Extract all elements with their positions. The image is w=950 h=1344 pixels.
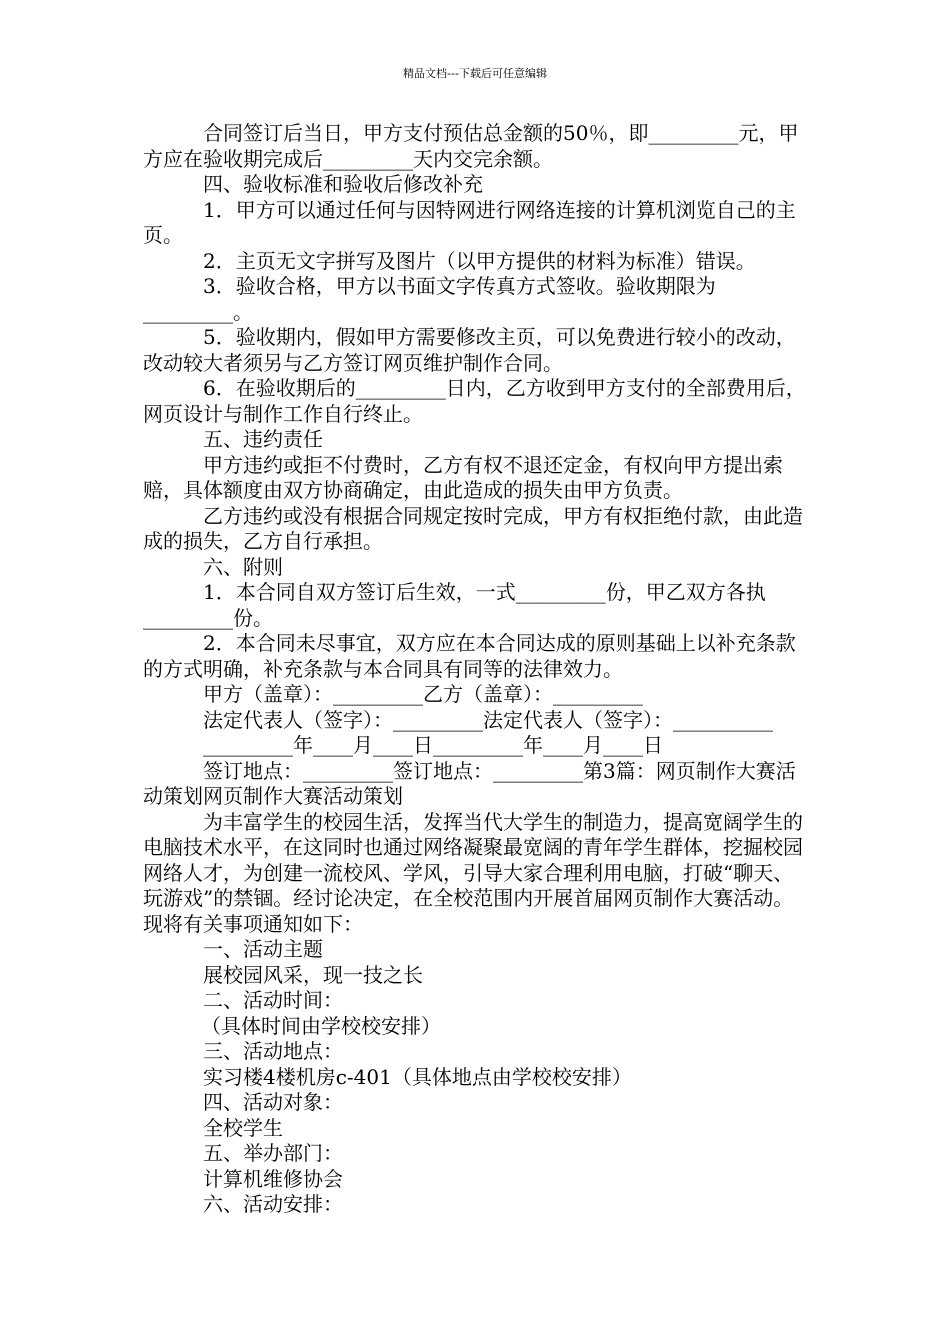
paragraph: 为丰富学生的校园生活，发挥当代大学生的制造力，提高宽阔学生的电脑技术水平，在这同时也通过网络凝聚最宽阔的青年学生群体，挖掘校园网络人才，为创建一流校风、学风，引导大家合理利用电脑，打破“聊天、玩游戏”的禁锢。经讨论决定，在全校范围内开展首届网页制作大赛活动。现将有关事项通知如下： xyxy=(143,809,803,936)
paragraph: 2．本合同未尽事宜，双方应在本合同达成的原则基础上以补充条款的方式明确，补充条款与本合同具有同等的法律效力。 xyxy=(143,631,796,681)
section-heading: 六、附则 xyxy=(203,554,283,579)
section-heading: 五、举办部门： xyxy=(203,1141,343,1165)
paragraph: 甲方违约或拒不付费时，乙方有权不退还定金，有权向甲方提出索赔，具体额度由双方协商确定，由此造成的损失由甲方负责。 xyxy=(143,452,783,502)
page-header: 精品文档---下载后可任意编辑 xyxy=(403,67,547,80)
paragraph: 乙方违约或没有根据合同规定按时完成，甲方有权拒绝付款，由此造成的损失，乙方自行承担。 xyxy=(143,503,803,553)
signature-line: 甲方（盖章）：_________乙方（盖章）：_________ xyxy=(203,682,643,706)
paragraph: 3．验收合格，甲方以书面文字传真方式签收。验收期限为_________。 xyxy=(143,274,716,324)
paragraph: （具体时间由学校校安排） xyxy=(201,1013,441,1038)
section-heading: 四、验收标准和验收后修改补充 xyxy=(203,172,483,196)
paragraph: 签订地点：_________签订地点：_________第3篇：网页制作大赛活动策划网页制作大赛活动策划 xyxy=(143,758,796,808)
section-heading: 五、违约责任 xyxy=(203,427,323,451)
section-heading: 二、活动时间： xyxy=(203,988,343,1012)
signature-line: 法定代表人（签字）：_________法定代表人（签字）：__________ xyxy=(203,707,773,732)
paragraph: 6．在验收期后的_________日内，乙方收到甲方支付的全部费用后，网页设计与制作工作自行终止。 xyxy=(143,376,806,426)
section-heading: 四、活动对象： xyxy=(203,1090,343,1114)
date-line: _________年____月____日_________年____月____日 xyxy=(203,733,663,757)
section-heading: 一、活动主题 xyxy=(203,937,323,961)
paragraph: 全校学生 xyxy=(203,1115,283,1140)
paragraph: 展校园风采，现一技之长 xyxy=(203,962,423,987)
paragraph: 计算机维修协会 xyxy=(203,1166,343,1191)
document-body xyxy=(143,121,807,1218)
paragraph: 实习楼4楼机房c-401（具体地点由学校校安排） xyxy=(203,1064,632,1089)
section-heading: 三、活动地点： xyxy=(203,1039,343,1063)
paragraph: 1．本合同自双方签订后生效，一式_________份，甲乙双方各执_________份。 xyxy=(143,580,766,630)
section-heading: 六、活动安排： xyxy=(203,1192,343,1216)
paragraph: 合同签订后当日，甲方支付预估总金额的50％，即_________元，甲方应在验收期完成后_________天内交完余额。 xyxy=(143,121,799,171)
paragraph: 5．验收期内，假如甲方需要修改主页，可以免费进行较小的改动，改动较大者须另与乙方签订网页维护制作合同。 xyxy=(143,325,796,375)
paragraph: 1．甲方可以通过任何与因特网进行网络连接的计算机浏览自己的主页。 xyxy=(143,197,796,247)
paragraph: 2．主页无文字拼写及图片（以甲方提供的材料为标准）错误。 xyxy=(203,248,756,273)
